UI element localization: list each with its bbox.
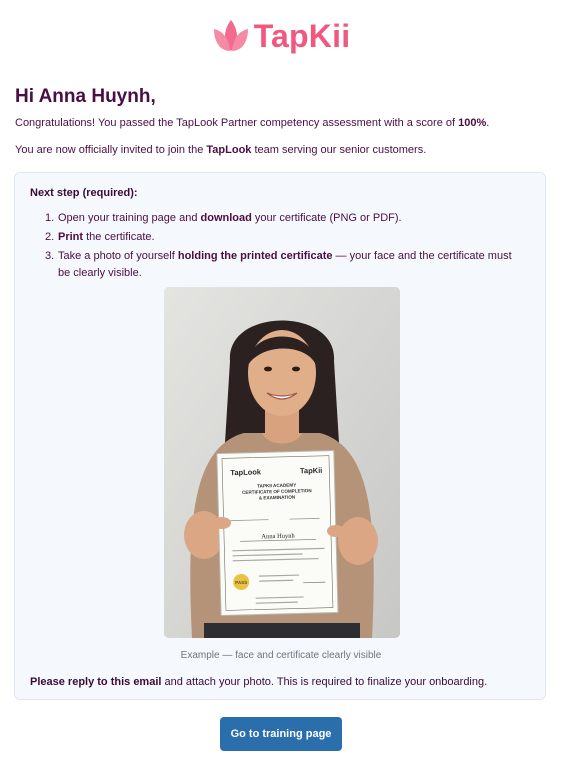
example-photo-illustration [164, 287, 400, 638]
certificate-recipient-name: Anna Huynh [261, 532, 295, 541]
next-step-heading: Next step (required): [30, 187, 138, 199]
brand-logo [0, 14, 562, 58]
greeting-heading: Hi Anna Huynh, [15, 86, 156, 107]
brand-name: TapKii [253, 17, 351, 54]
photo-caption: Example — face and certificate clearly visible [180, 650, 382, 661]
steps-list [45, 210, 525, 284]
step-text: the certificate. [83, 231, 155, 243]
score-value: 100% [458, 117, 487, 129]
step-emphasis: download [200, 212, 252, 224]
team-name: TapLook [206, 144, 252, 156]
reply-emphasis: Please reply to this email [30, 676, 162, 688]
step-emphasis: holding the printed certificate [177, 250, 333, 262]
step-item [45, 248, 525, 282]
certificate-title-line: & EXAMINATION [258, 494, 296, 501]
congrats-end: . [486, 117, 490, 129]
congrats-paragraph [15, 117, 489, 129]
congrats-text: Congratulations! You passed the TapLook Partner competency assessment with a score of [15, 117, 459, 129]
lotus-logo-icon [212, 18, 250, 54]
step-text: your certificate (PNG or PDF). [251, 212, 402, 224]
step-item [45, 229, 525, 246]
invite-paragraph [15, 144, 426, 156]
next-step-card [14, 172, 546, 700]
reply-text: and attach your photo. This is required to finalize your onboarding. [161, 676, 488, 688]
example-photo [164, 287, 400, 638]
step-number: 3. [45, 250, 55, 262]
certificate-title-line: TAPKII ACADEMY [257, 482, 297, 489]
step-item [45, 210, 525, 227]
step-number: 2. [45, 231, 55, 243]
certificate-brand-left: TapLook [230, 467, 262, 478]
invite-end: team serving our senior customers. [251, 144, 427, 156]
reply-instruction [30, 676, 487, 688]
certificate-title-line: CERTIFICATE OF COMPLETION [242, 488, 312, 495]
step-number: 1. [45, 212, 55, 224]
step-text: Take a photo of yourself [58, 250, 178, 262]
step-emphasis: Print [58, 231, 84, 243]
certificate-brand-right: TapKii [299, 465, 323, 476]
certificate-seal: PASS [235, 579, 248, 586]
step-text: — your face and the certificate must be clearly visible. [58, 250, 512, 279]
step-text: Open your training page and [58, 212, 201, 224]
go-to-training-button[interactable]: Go to training page [220, 717, 342, 751]
invite-text: You are now officially invited to join the [15, 144, 207, 156]
